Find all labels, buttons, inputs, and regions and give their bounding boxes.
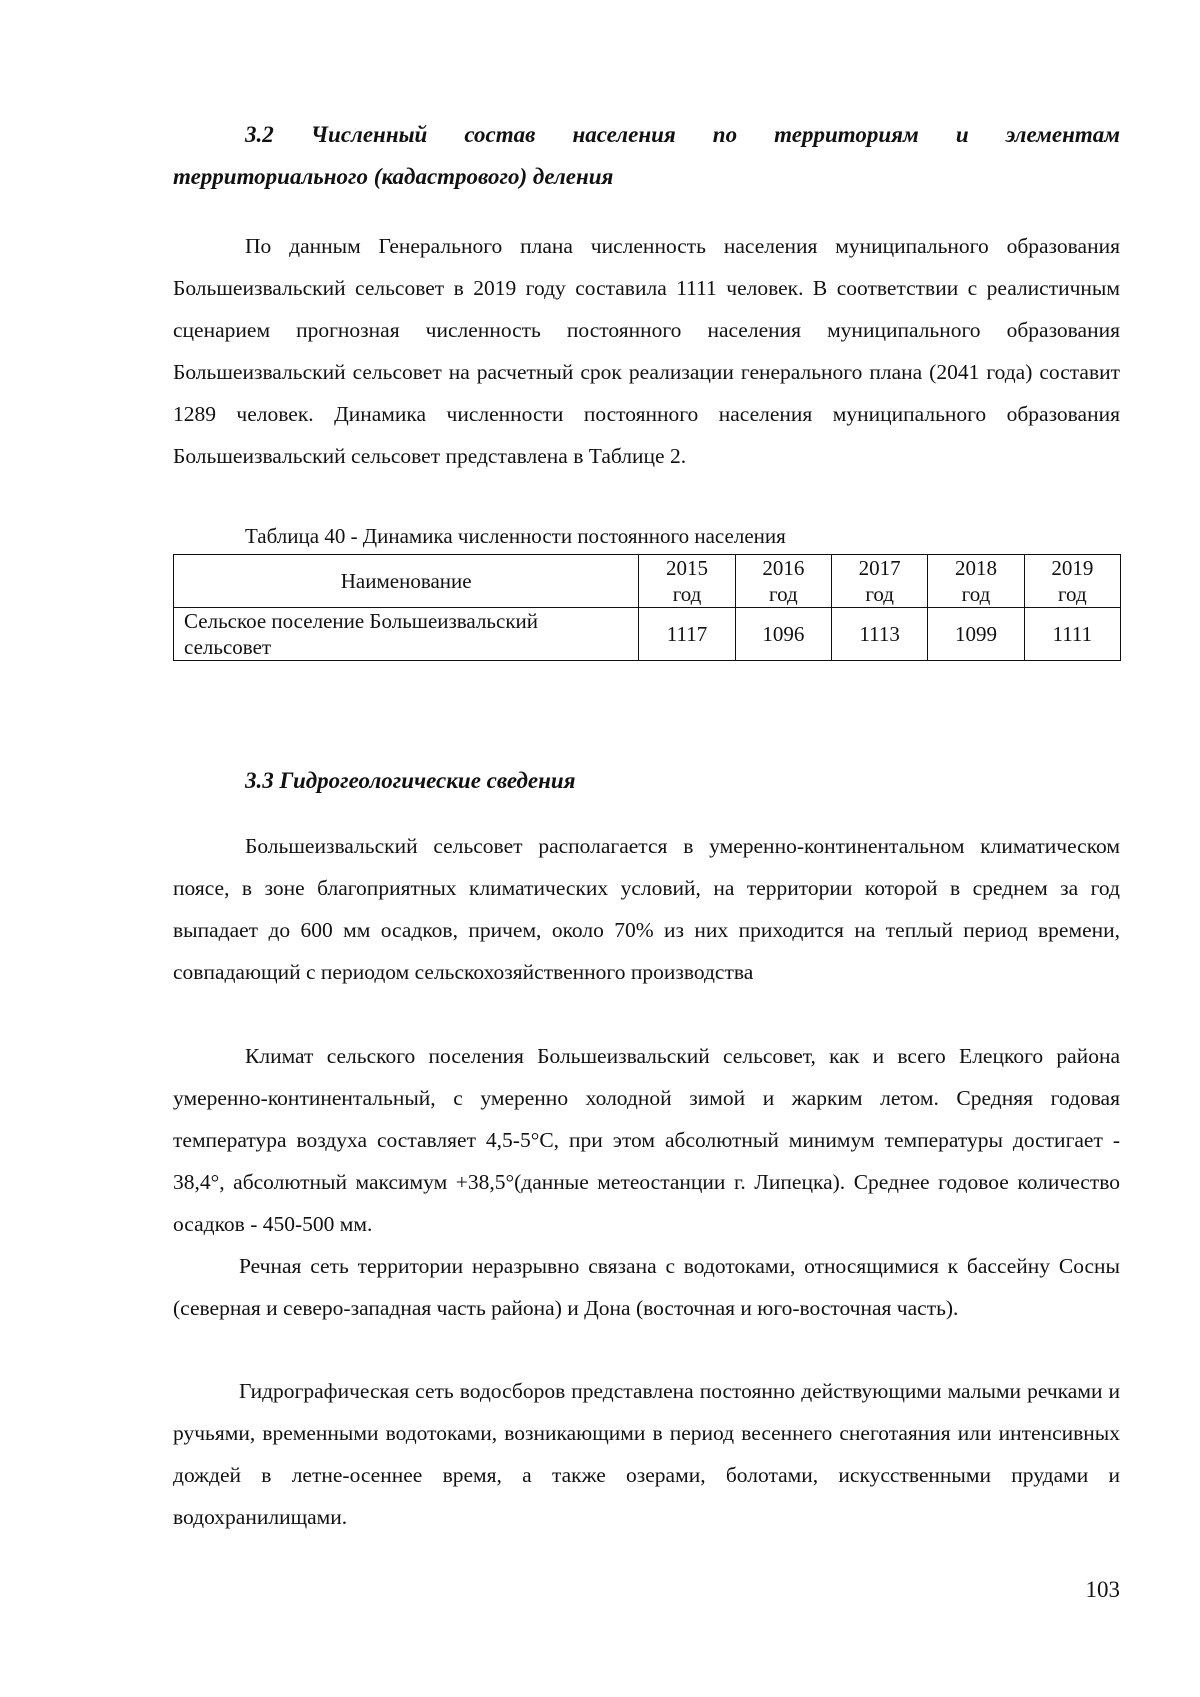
- table-cell-value: 1113: [832, 608, 928, 661]
- section-3-3-paragraph-3: Речная сеть территории неразрывно связана с водотоками, относящимися к бассейну Сосны (северная и северо-западная часть района) и Дона (восточная и юго-восточная часть).: [173, 1254, 1120, 1320]
- section-3-3-paragraph-1: Большеизвальский сельсовет располагается в умеренно-континентальном климатическом поясе, в зоне благоприятных климатических условий, на территории которой в среднем за год выпадает до 600 мм осадков, причем, около 70% из них приходится на теплый период времени, совпадающий с периодом сельскохозяйственного производства: [173, 834, 1120, 984]
- year-label: 2017: [858, 556, 901, 580]
- section-3-2-heading: [173, 114, 1120, 198]
- table-cell-name-line2: сельсовет: [184, 635, 272, 659]
- year-unit: год: [1057, 582, 1087, 606]
- table-cell-name-line1: Сельское поселение Большеизвальский: [184, 609, 538, 633]
- section-3-3-paragraph-2: Климат сельского поселения Большеизвальский сельсовет, как и всего Елецкого района умеренно-континентальный, с умеренно холодной зимой и жарким летом. Средняя годовая температура воздуха составляет 4,5-5°С, при этом абсолютный минимум температуры достигает - 38,4°, абсолютный максимум +38,5°(данные метеостанции г. Липецка). Среднее годовое количество осадков - 450-500 мм.: [173, 1044, 1120, 1236]
- year-unit: год: [961, 582, 991, 606]
- table-header-year: [1024, 555, 1120, 608]
- section-3-3-heading: 3.3 Гидрогеологические сведения: [245, 768, 576, 793]
- table-header-year: [832, 555, 928, 608]
- table-header-row: [174, 555, 1121, 608]
- year-unit: год: [672, 582, 702, 606]
- table-header-year: [735, 555, 831, 608]
- table-cell-value: 1111: [1024, 608, 1120, 661]
- year-unit: год: [769, 582, 798, 606]
- table-caption: Таблица 40 - Динамика численности постоянного населения: [245, 524, 786, 548]
- year-label: 2015: [666, 556, 709, 580]
- table-header-year: [639, 555, 735, 608]
- table-cell-value: 1117: [639, 608, 735, 661]
- year-label: 2019: [1051, 556, 1094, 580]
- table-header-year: [928, 555, 1024, 608]
- year-label: 2016: [762, 556, 805, 580]
- year-unit: год: [865, 582, 894, 606]
- table-header-name: Наименование: [174, 555, 639, 608]
- section-3-2-heading-line1: 3.2 Численный состав населения по территориям и элементам: [245, 122, 1120, 147]
- table-row: [174, 608, 1121, 661]
- table-cell-value: 1096: [735, 608, 831, 661]
- table-cell-value: 1099: [928, 608, 1024, 661]
- population-table: [173, 554, 1121, 661]
- section-3-3-paragraph-4: Гидрографическая сеть водосборов представлена постоянно действующими малыми речками и ручьями, временными водотоками, возникающими в период весеннего снеготаяния или интенсивных дождей в летне-осеннее время, а также озерами, болотами, искусственными прудами и водохранилищами.: [173, 1379, 1120, 1529]
- page-number: 103: [1085, 1577, 1120, 1602]
- table-cell-name: [174, 608, 639, 661]
- section-3-2-paragraph: По данным Генерального плана численность населения муниципального образования Большеизвальский сельсовет в 2019 году составила 1111 человек. В соответствии с реалистичным сценарием прогнозная численность постоянного населения муниципального образования Большеизвальский сельсовет на расчетный срок реализации генерального плана (2041 года) составит 1289 человек. Динамика численности постоянного населения муниципального образования Большеизвальский сельсовет представлена в Таблице 2.: [173, 234, 1120, 468]
- year-label: 2018: [954, 556, 997, 580]
- section-3-2-heading-line2: территориального (кадастрового) деления: [173, 164, 614, 189]
